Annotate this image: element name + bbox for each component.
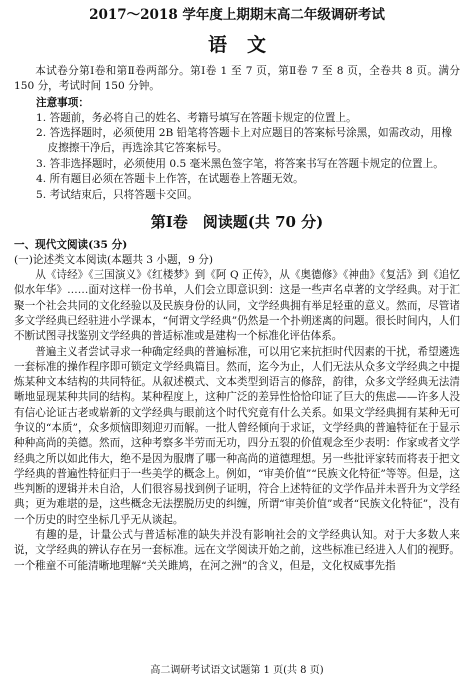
part-heading: 一、现代文阅读(35 分) — [14, 239, 128, 252]
exam-intro: 本试卷分第Ⅰ卷和第Ⅱ卷两部分。第Ⅰ卷 1 至 7 页，第Ⅱ卷 7 至 8 页，全卷共 8 页。满分 150 分，考试时间 150 分钟。 — [14, 65, 460, 93]
passage-paragraph-1: 从《诗经》《三国演义》《红楼梦》到《阿 Q 正传》，从《奥德修》《神曲》《复活》到《追忆似水年华》……面对这样一份书单，人们会立即意识到：这是一些声名卓著的文学经典。对于汇聚一个社会共同的文化经验以及民族身份的认同，文学经典拥有举足轻重的意义。然而，尽管诸多文学经典已经驻进小学课本，“何谓文学经典”仍然是一个扑朔迷离的问题。很长时间内，人们不断试图寻找鉴别文学经典的普适标准或是建构一个标准化评估体系。 — [14, 269, 460, 343]
exam-header: 2017～2018 学年度上期期末高二年级调研考试 — [89, 7, 385, 23]
notice-item-3: 3. 答非选择题时，必须使用 0.5 毫米黑色签字笔，将答案书写在答题卡规定的位置上。 — [36, 157, 444, 170]
notice-item-2: 2. 答选择题时，必须使用 2B 铅笔将答题卡上对应题目的答案标号涂黑，如需改动，用橡皮擦擦干净后，再选涂其它答案标号。 — [36, 127, 453, 155]
notice-list — [36, 111, 460, 203]
page-footer: 高二调研考试语文试题第 1 页(共 8 页) — [150, 665, 324, 676]
section-title: 第Ⅰ卷 阅读题(共 70 分) — [150, 213, 324, 232]
notice-item-1: 1. 答题前，务必将自己的姓名、考籍号填写在答题卡规定的位置上。 — [36, 111, 357, 124]
part-subheading: (一)论述类文本阅读(本题共 3 小题，9 分) — [14, 254, 214, 267]
passage-paragraph-3: 有趣的是，计量公式与普适标准的缺失并没有影响社会的文学经典认知。对于大多数人来说，文学经典的辨认存在另一套标准。远在文学阅读开始之前，这些标准已经进入人们的视野。一个稚童不可能清晰地理解“关关雎鸠，在河之洲”的含义，但是，文化权威事先指 — [14, 529, 460, 572]
subject-title: 语文 — [207, 34, 286, 56]
notice-title: 注意事项： — [36, 96, 89, 109]
passage-paragraph-2: 普遍主义者尝试寻求一种确定经典的普遍标准，可以用它来抗拒时代因素的干扰，希望遴选一套标准的操作程序即可锁定文学经典篇目。然而，迄今为止，人们无法从众多文学经典之中提炼某种文本结构的共同特征。从叙述模式、文本类型到语言的修辞，韵律，众多文学经典无法清晰地显现某种共同的结构。某种程度上，这种广泛的差异性恰恰印证了巨大的焦虑——许多人没有信心论证古老或崭新的文学经典与眼前这个时代究竟有什么关系。如果文学经典拥有某种无可争议的“本质”，众多烦恼即刻迎刃而解。一批人曾经倾向于求证，文学经典的普遍特征在于显示种种高尚的美德。然而，这种考察多半劳而无功，四分五裂的价值观念至少表明：作家或者文学经典之所以如此伟大，绝不是因为服膺了哪一种高尚的道德理想。另一些批评家转而将表于把文学经典的普遍性特征归于一些美学的概念上。例如，“审美价值”“民族文化特征”等等。但是，这些判断的逻辑并未自洽，人们很容易找到例子证明，符合上述特征的文学作品并未晋升为文学经典；更为难堪的是，这些概念无法摆脱历史的纠缠，所谓“审美价值”或者“民族文化特征”，没有一个历史的时空坐标几乎无从谈起。 — [14, 345, 460, 526]
notice-item-4: 4. 所有题目必须在答题卡上作答，在试题卷上答题无效。 — [36, 173, 304, 186]
notice-item-5: 5. 考试结束后，只将答题卡交回。 — [36, 188, 198, 201]
